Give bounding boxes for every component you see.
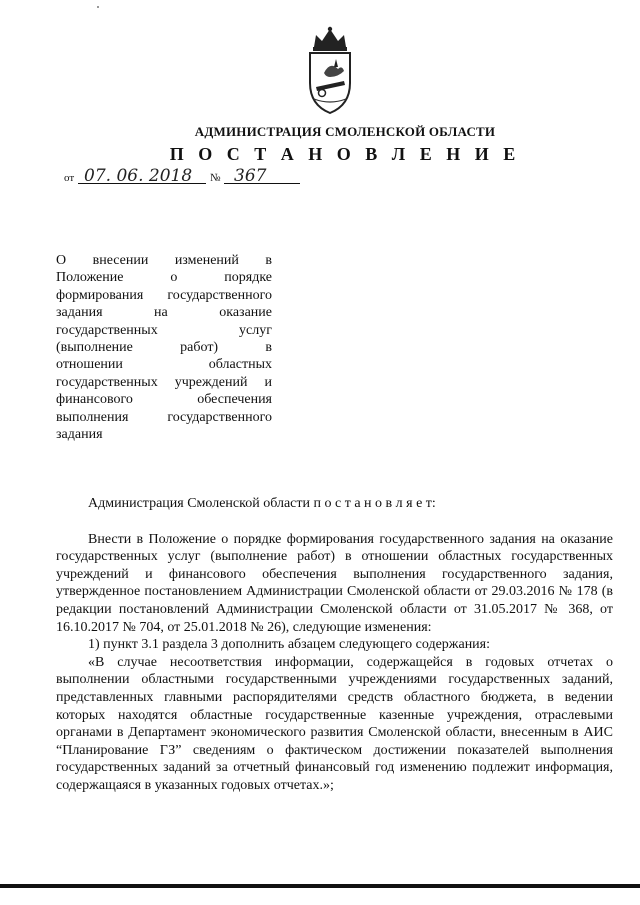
subject-line: формирования государственного (56, 287, 272, 303)
organization-name: АДМИНИСТРАЦИЯ СМОЛЕНСКОЙ ОБЛАСТИ (194, 124, 496, 139)
subject-line: (выполнение работ) в (56, 340, 272, 356)
amendment-quote: «В случае несоответствия информации, содержащейся в годовых отчетах о выполнении областными государственными учреждениями государственных заданий, представленных главными распорядителями средств областного бюджета, в ведении которых находятся областные государственные казенные учреждения, отраслевыми органами в Департамент экономического развития Смоленской области, внесенным в АИС “Планирование ГЗ” сведениям о фактическом достижении показателей выполнения государственных заданий за отчетный финансовый год изменению подлежит информация, содержащаяся в указанных годовых отчетах.»; (56, 654, 613, 793)
scan-speck (97, 6, 99, 8)
subject-line: выполнения государственного (56, 409, 272, 425)
amendment-item: 1) пункт 3.1 раздела 3 дополнить абзацем следующего содержания: (88, 637, 491, 653)
resolution-intro: Администрация Смоленской области п о с т а н о в л я е т: (88, 496, 436, 511)
scan-edge-bar (0, 884, 640, 888)
number-prefix: № (210, 172, 221, 184)
subject-line: государственных услуг (56, 322, 272, 338)
subject-line: задания на оказание (56, 305, 272, 321)
document-body (56, 495, 613, 795)
date-prefix: от (64, 172, 75, 184)
number-value: 367 (234, 166, 267, 186)
body-paragraph: Внести в Положение о порядке формирования государственного задания на оказание государственных услуг (выполнение работ) в отношении областных государственных учреждений и финансового обеспечения выполнения государственного задания, утвержденное постановлением Администрации Смоленской области от 29.03.2016 № 178 (в редакции постановлений Администрации Смоленской области от 31.05.2017 № 368, от 16.10.2017 № 704, от 25.01.2018 № 26), следующие изменения: (56, 531, 613, 635)
document-subject (56, 252, 272, 443)
subject-line: О внесении изменений в (56, 253, 272, 268)
subject-line: финансового обеспечения (56, 392, 272, 408)
subject-line: задания (56, 427, 103, 443)
date-number-line (64, 164, 324, 188)
subject-line: Положение о порядке (56, 270, 272, 286)
document-type-title: П О С Т А Н О В Л Е Н И Е (169, 144, 521, 164)
date-value: 07. 06. 2018 (84, 166, 193, 186)
subject-line: государственных учреждений и (56, 374, 272, 390)
smolensk-coat-of-arms-icon (300, 25, 360, 117)
subject-line: отношении областных (56, 357, 272, 373)
